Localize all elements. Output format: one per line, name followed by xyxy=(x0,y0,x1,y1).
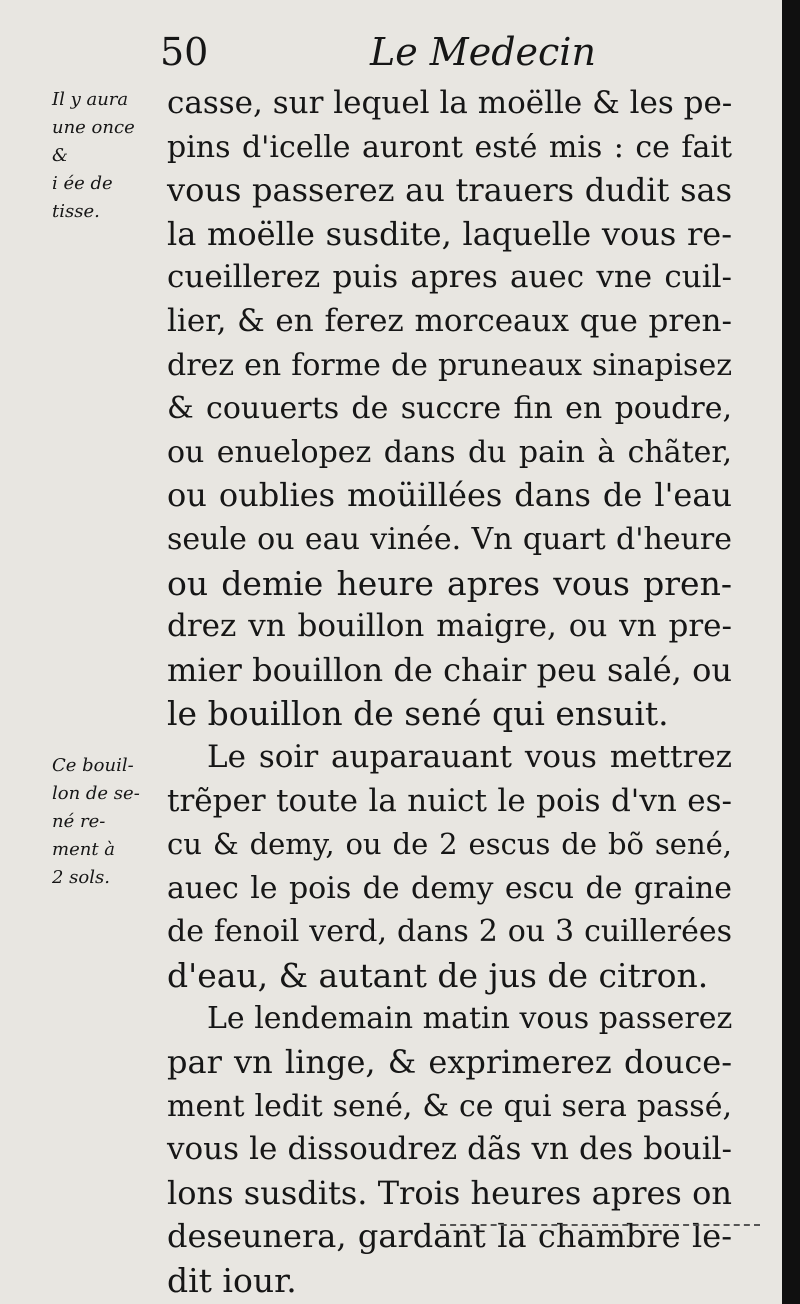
running-title: Le Medecin xyxy=(370,30,596,74)
text-line: pins d'icelle auront esté mis : ce fait xyxy=(167,129,732,165)
text-line: cueillerez puis apres auec vne cuil- xyxy=(167,259,732,296)
margin-note-line: Il y aura xyxy=(52,89,129,110)
text-line: lons susdits. Trois heures apres on xyxy=(167,1173,732,1212)
text-line: casse, sur lequel la moëlle & les pe- xyxy=(167,85,733,121)
text-line: la moëlle susdite, laquelle vous re- xyxy=(167,214,732,253)
margin-note-line: lon de se- xyxy=(52,783,140,804)
text-line: ou oublies moüillées dans de l'eau xyxy=(167,476,732,515)
text-line: dit iour. xyxy=(167,1261,297,1301)
text-line: seule ou eau vinée. Vn quart d'heure xyxy=(167,521,732,557)
body-text xyxy=(167,82,732,1303)
text-line: drez en forme de pruneaux sinapisez xyxy=(167,347,732,383)
text-line: d'eau, & autant de jus de citron. xyxy=(167,955,709,995)
text-line: cu & demy, ou de 2 escus de bõ sené, xyxy=(167,827,732,862)
margin-note-line: i ée de xyxy=(52,173,113,194)
text-line: lier, & en ferez morceaux que pren- xyxy=(167,302,732,339)
text-line: ment ledit sené, & ce qui sera passé, xyxy=(167,1088,732,1124)
text-line: deseunera, gardant la chambre le- xyxy=(167,1217,732,1256)
text-line: vous le dissoudrez dãs vn des bouil- xyxy=(167,1131,732,1168)
text-line: le bouillon de sené qui ensuit. xyxy=(167,694,669,734)
text-line: trẽper toute la nuict le pois d'vn es- xyxy=(167,782,732,819)
page-edge-shadow xyxy=(782,0,800,1304)
text-line: Le lendemain matin vous passerez xyxy=(207,1001,733,1037)
margin-note-line: 2 sols. xyxy=(52,867,110,888)
margin-note-line: Ce bouil- xyxy=(52,755,134,776)
ink-underline xyxy=(440,1222,760,1226)
text-line: mier bouillon de chair peu salé, ou xyxy=(167,650,732,689)
margin-note xyxy=(52,86,164,226)
text-line: ou demie heure apres vous pren- xyxy=(167,563,732,603)
paragraph xyxy=(167,82,732,736)
text-line: Le soir auparauant vous mettrez xyxy=(207,738,732,775)
text-line: de fenoil verd, dans 2 ou 3 cuillerées xyxy=(167,914,732,950)
text-line: par vn linge, & exprimerez douce- xyxy=(167,1043,732,1082)
page-number: 50 xyxy=(160,30,209,74)
margin-note-line: tisse. xyxy=(52,201,100,222)
text-line: ou enuelopez dans du pain à chãter, xyxy=(167,434,732,470)
paragraph xyxy=(167,736,732,998)
paragraph xyxy=(167,997,732,1302)
text-line: & couuerts de succre fin en poudre, xyxy=(167,391,732,427)
margin-note-line: & xyxy=(52,145,69,166)
margin-note xyxy=(52,752,164,892)
margin-note-line: né re- xyxy=(52,811,106,832)
text-line: auec le pois de demy escu de graine xyxy=(167,870,732,906)
text-line: vous passerez au trauers dudit sas xyxy=(167,171,732,210)
text-line: drez vn bouillon maigre, ou vn pre- xyxy=(167,608,732,645)
margin-note-line: une once xyxy=(52,117,135,138)
margin-note-line: ment à xyxy=(52,839,115,860)
